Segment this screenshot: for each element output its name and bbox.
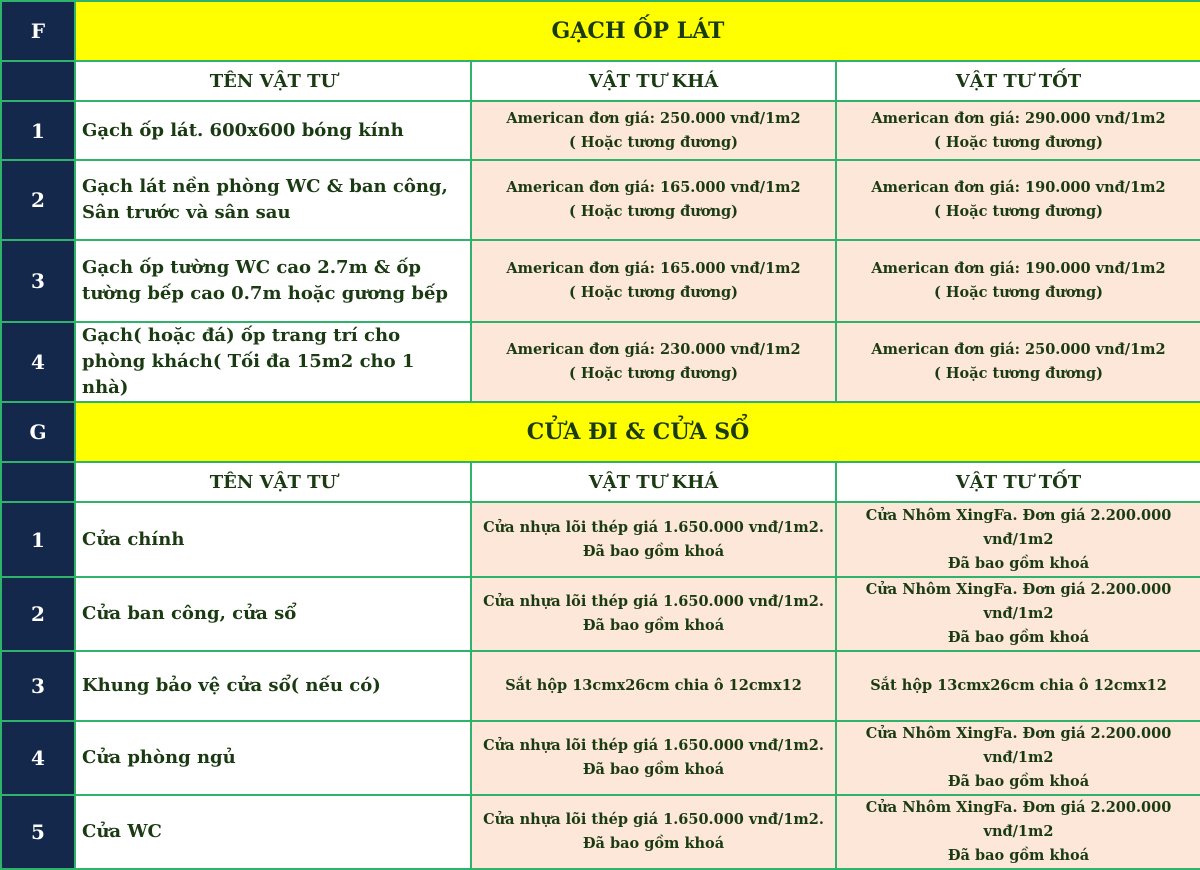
kha-price-cell <box>471 721 836 795</box>
tot-price: Cửa Nhôm XingFa. Đơn giá 2.200.000 vnđ/1m2 <box>865 725 1172 766</box>
tot-note: Đã bao gồm khoá <box>947 554 1090 572</box>
column-header-name: TÊN VẬT TƯ <box>75 462 471 502</box>
material-name: Cửa WC <box>75 795 471 869</box>
section-header-row <box>1 1 1200 61</box>
row-index: 2 <box>1 577 75 651</box>
kha-price: American đơn giá: 165.000 vnđ/1m2 <box>506 179 801 196</box>
column-header-name: TÊN VẬT TƯ <box>75 61 471 101</box>
kha-note: Đã bao gồm khoá <box>582 617 725 634</box>
kha-price-cell <box>471 322 836 402</box>
table-row <box>1 577 1200 651</box>
kha-price-cell <box>471 577 836 651</box>
kha-note: ( Hoặc tương đương) <box>568 365 739 382</box>
row-index: 5 <box>1 795 75 869</box>
row-index: 2 <box>1 160 75 240</box>
tot-price: Cửa Nhôm XingFa. Đơn giá 2.200.000 vnđ/1m2 <box>865 581 1172 622</box>
section-title: GẠCH ỐP LÁT <box>75 1 1200 61</box>
tot-note: ( Hoặc tương đương) <box>933 284 1104 301</box>
material-name: Gạch( hoặc đá) ốp trang trí cho phòng khách( Tối đa 15m2 cho 1 nhà) <box>75 322 471 402</box>
tot-note: ( Hoặc tương đương) <box>933 203 1104 220</box>
row-index: 1 <box>1 502 75 577</box>
row-index: 1 <box>1 101 75 160</box>
kha-price-cell <box>471 160 836 240</box>
kha-note: Đã bao gồm khoá <box>582 835 725 852</box>
material-name: Gạch ốp tường WC cao 2.7m & ốp tường bếp cao 0.7m hoặc gương bếp <box>75 240 471 322</box>
tot-note: ( Hoặc tương đương) <box>933 365 1104 382</box>
tot-price: Cửa Nhôm XingFa. Đơn giá 2.200.000 vnđ/1m2 <box>865 506 1172 548</box>
column-header-tot: VẬT TƯ TỐT <box>836 61 1200 101</box>
section-letter: G <box>1 402 75 462</box>
tot-price-cell <box>836 240 1200 322</box>
material-name: Khung bảo vệ cửa sổ( nếu có) <box>75 651 471 721</box>
tot-price-cell <box>836 795 1200 869</box>
row-index: 3 <box>1 651 75 721</box>
material-name: Gạch lát nền phòng WC & ban công, Sân trước và sân sau <box>75 160 471 240</box>
row-index: 4 <box>1 721 75 795</box>
tot-note: Đã bao gồm khoá <box>947 629 1090 646</box>
material-name: Cửa chính <box>75 502 471 577</box>
kha-price: American đơn giá: 250.000 vnđ/1m2 <box>506 109 801 127</box>
table-row <box>1 240 1200 322</box>
tot-price-cell <box>836 322 1200 402</box>
row-index: 4 <box>1 322 75 402</box>
kha-price-cell <box>471 101 836 160</box>
kha-price-cell <box>471 795 836 869</box>
tot-note: Đã bao gồm khoá <box>947 847 1090 864</box>
kha-price: American đơn giá: 165.000 vnđ/1m2 <box>506 260 801 277</box>
tot-note: Đã bao gồm khoá <box>947 773 1090 790</box>
tot-price: Cửa Nhôm XingFa. Đơn giá 2.200.000 vnđ/1m2 <box>865 799 1172 840</box>
tot-note: ( Hoặc tương đương) <box>933 133 1104 151</box>
index-header-cell <box>1 61 75 101</box>
kha-price: American đơn giá: 230.000 vnđ/1m2 <box>506 341 801 358</box>
material-name: Cửa ban công, cửa sổ <box>75 577 471 651</box>
kha-price-cell <box>471 502 836 577</box>
tot-price: American đơn giá: 190.000 vnđ/1m2 <box>871 179 1166 196</box>
table-row <box>1 721 1200 795</box>
kha-note: ( Hoặc tương đương) <box>568 284 739 301</box>
section-header-row <box>1 402 1200 462</box>
kha-price: Cửa nhựa lõi thép giá 1.650.000 vnđ/1m2. <box>483 518 824 536</box>
tot-price-cell <box>836 651 1200 721</box>
tot-price-cell <box>836 721 1200 795</box>
table-row <box>1 160 1200 240</box>
table-row <box>1 502 1200 577</box>
material-name: Gạch ốp lát. 600x600 bóng kính <box>75 101 471 160</box>
column-header-tot: VẬT TƯ TỐT <box>836 462 1200 502</box>
kha-price: Sắt hộp 13cmx26cm chia ô 12cmx12 <box>505 677 802 694</box>
kha-price-cell <box>471 240 836 322</box>
kha-note: ( Hoặc tương đương) <box>568 203 739 220</box>
kha-price-cell <box>471 651 836 721</box>
tot-price: Sắt hộp 13cmx26cm chia ô 12cmx12 <box>870 677 1167 694</box>
tot-price-cell <box>836 101 1200 160</box>
column-header-kha: VẬT TƯ KHÁ <box>471 61 836 101</box>
index-header-cell <box>1 462 75 502</box>
column-header-row <box>1 61 1200 101</box>
tot-price-cell <box>836 502 1200 577</box>
kha-price: Cửa nhựa lõi thép giá 1.650.000 vnđ/1m2. <box>483 811 824 828</box>
table-row <box>1 322 1200 402</box>
material-name: Cửa phòng ngủ <box>75 721 471 795</box>
column-header-kha: VẬT TƯ KHÁ <box>471 462 836 502</box>
kha-note: Đã bao gồm khoá <box>582 542 725 560</box>
tot-price: American đơn giá: 250.000 vnđ/1m2 <box>871 341 1166 358</box>
kha-price: Cửa nhựa lõi thép giá 1.650.000 vnđ/1m2. <box>483 593 824 610</box>
row-index: 3 <box>1 240 75 322</box>
table-row <box>1 651 1200 721</box>
section-title: CỬA ĐI & CỬA SỔ <box>75 402 1200 462</box>
table-row <box>1 101 1200 160</box>
tot-price: American đơn giá: 290.000 vnđ/1m2 <box>871 109 1166 127</box>
kha-price: Cửa nhựa lõi thép giá 1.650.000 vnđ/1m2. <box>483 737 824 754</box>
column-header-row <box>1 462 1200 502</box>
tot-price: American đơn giá: 190.000 vnđ/1m2 <box>871 260 1166 277</box>
section-letter: F <box>1 1 75 61</box>
tot-price-cell <box>836 577 1200 651</box>
table-row <box>1 795 1200 869</box>
tot-price-cell <box>836 160 1200 240</box>
kha-note: Đã bao gồm khoá <box>582 761 725 778</box>
kha-note: ( Hoặc tương đương) <box>568 133 739 151</box>
